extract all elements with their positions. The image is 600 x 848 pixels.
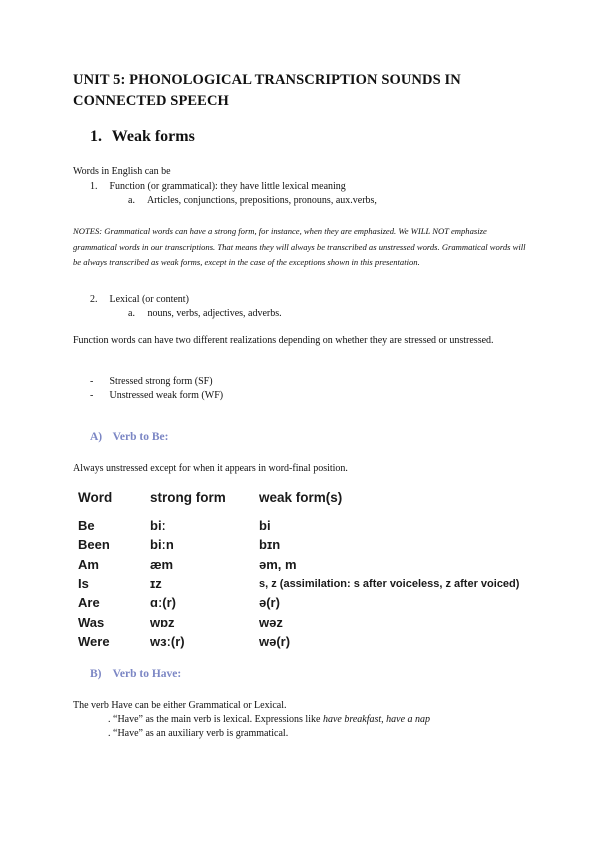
section-heading-weak-forms: [90, 128, 195, 146]
intro-text: Words in English can be: [73, 166, 171, 177]
always-unstressed-text: Always unstressed except for when it appears in word-final position.: [73, 463, 348, 474]
function-words-paragraph: Function words can have two different realizations depending on whether they are stressed or unstressed.: [73, 335, 494, 346]
table-row: [78, 593, 549, 612]
cell-weak-form: bi: [259, 518, 271, 534]
cell-strong-form: biːn: [150, 537, 174, 553]
cell-word: Be: [78, 518, 95, 534]
list-item-function: [90, 180, 346, 194]
section-title: Weak forms: [111, 128, 195, 145]
have-auxiliary-text: . “Have” as an auxiliary verb is grammatical.: [108, 728, 289, 739]
subsection-title: Verb to Have:: [112, 668, 182, 680]
page-title: UNIT 5: PHONOLOGICAL TRANSCRIPTION SOUNDS IN CONNECTED SPEECH: [73, 72, 461, 109]
cell-word: Am: [78, 556, 99, 572]
cell-strong-form: wɒz: [150, 614, 175, 630]
list-marker: -: [90, 376, 94, 387]
subsection-heading-verb-have: [90, 668, 181, 680]
list-marker: -: [90, 390, 94, 401]
cell-word: Was: [78, 614, 105, 630]
cell-word: Been: [78, 537, 110, 553]
cell-weak-form: wə(r): [259, 633, 291, 649]
cell-word: Are: [78, 595, 100, 611]
cell-strong-form: wɜː(r): [150, 633, 185, 649]
have-main-verb-text: [108, 713, 430, 727]
cell-weak-form: s, z (assimilation: s after voiceless, z after voiced): [259, 577, 520, 590]
list-marker: 1.: [90, 181, 98, 192]
list-item-text: Lexical (or content): [109, 294, 189, 305]
note-paragraph: NOTES: Grammatical words can have a strong form, for instance, when they are emphasized. We WILL NOT emphasize grammatical words in our transcriptions. That means they will always be transcribed as unstressed words. Grammatical words will be always transcribed as weak forms, except in the case of the exceptions shown in this presentation.: [73, 226, 526, 267]
column-header-word: Word: [78, 489, 113, 505]
list-item-text: nouns, verbs, adjectives, adverbs.: [147, 308, 282, 319]
cell-strong-form: ɑː(r): [150, 595, 176, 611]
subsection-label: A): [90, 431, 103, 443]
table-row: [78, 632, 549, 651]
cell-weak-form: ə(r): [259, 595, 280, 611]
list-subitem-nouns: [128, 307, 282, 321]
table-row: [78, 516, 549, 535]
list-item-text: Unstressed weak form (WF): [109, 390, 224, 401]
list-subitem-articles: [128, 194, 377, 208]
subsection-label: B): [90, 668, 102, 680]
list-marker: a.: [128, 195, 135, 206]
table-row: [78, 555, 549, 574]
list-item-text: Function (or grammatical): they have little lexical meaning: [109, 181, 346, 192]
table-header-row: [78, 486, 549, 516]
cell-word: Were: [78, 633, 110, 649]
example-separator: ,: [381, 714, 387, 725]
cell-weak-form: bɪn: [259, 537, 281, 553]
column-header-strong-form: strong form: [150, 489, 226, 505]
cell-word: Is: [78, 576, 89, 592]
cell-strong-form: æm: [150, 556, 174, 572]
cell-strong-form: ɪz: [150, 576, 162, 592]
table-row: [78, 612, 549, 631]
have-intro-text: The verb Have can be either Grammatical or Lexical.: [73, 700, 287, 711]
list-item-text: Stressed strong form (SF): [109, 376, 213, 387]
have-main-prefix: . “Have” as the main verb is lexical. Expressions like: [108, 714, 323, 725]
list-marker: a.: [128, 308, 135, 319]
example-have-breakfast: have breakfast: [322, 714, 382, 725]
table-row: [78, 535, 549, 554]
list-marker: 2.: [90, 294, 98, 305]
cell-strong-form: biː: [150, 518, 166, 534]
table-row: [78, 574, 549, 593]
column-header-weak-forms: weak form(s): [259, 489, 343, 505]
list-item-text: Articles, conjunctions, prepositions, pronouns, aux.verbs,: [146, 195, 377, 206]
cell-weak-form: wəz: [259, 614, 283, 630]
example-have-a-nap: have a nap: [386, 714, 431, 725]
list-item-stressed: [90, 375, 213, 389]
subsection-title: Verb to Be:: [112, 431, 169, 443]
list-item-lexical: [90, 293, 189, 307]
weak-forms-table: [78, 486, 549, 651]
subsection-heading-verb-be: [90, 431, 168, 443]
list-item-unstressed: [90, 389, 223, 403]
section-number: 1.: [90, 128, 102, 145]
cell-weak-form: əm, m: [259, 556, 297, 572]
